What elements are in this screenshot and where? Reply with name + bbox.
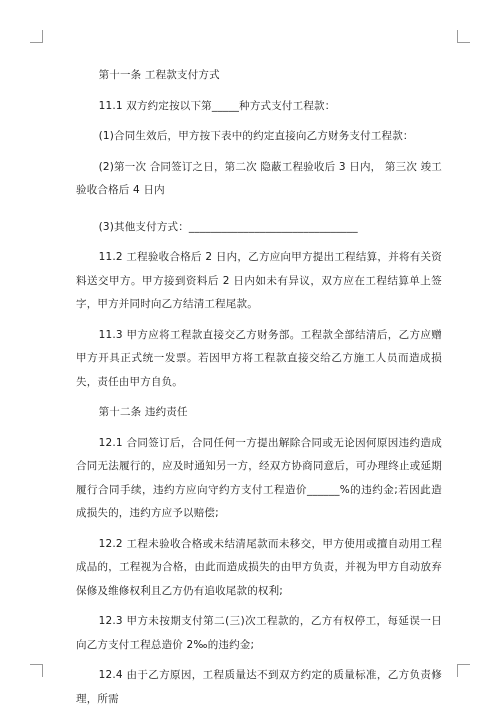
clause-11-3: 11.3 甲方应将工程款直接交乙方财务部。工程款全部结清后，乙方应赠甲方开具正式统一发票。若因甲方将工程款直接交给乙方施工人员而造成损失，责任由甲方自负。 <box>76 328 442 388</box>
document-body <box>76 64 442 711</box>
crop-mark-bottom-left <box>30 664 43 677</box>
clause-12-3: 12.3 甲方未按期支付第二(三)次工程款的，乙方有权停工，每延误一日向乙方支付工程总造价 2‰的违约金; <box>76 615 442 651</box>
article-11-heading: 第十一条 工程款支付方式 <box>98 69 220 81</box>
clause-11-2: 11.2 工程验收合格后 2 日内，乙方应向甲方提出工程结算，并将有关资料送交甲方。甲方接到资料后 2 日内如未有异议，双方应在工程结算单上签字，甲方并同时向乙方结清工程尾款。 <box>76 251 442 310</box>
clause-11-1-item-2: (2)第一次 合同签订之日，第二次 隐蔽工程验收后 3 日内， 第三次 竣工验收合格后 4 日内 <box>76 160 442 196</box>
clause-12-4: 12.4 由于乙方原因，工程质量达不到双方约定的质量标准，乙方负责修理，所需 <box>76 669 442 705</box>
clause-11-1-item-3: (3)其他支付方式：_______________________________ <box>98 220 358 233</box>
crop-mark-bottom-right <box>457 664 470 677</box>
article-12-heading: 第十二条 违约责任 <box>98 406 188 418</box>
crop-mark-top-right <box>457 30 470 43</box>
clause-12-2: 12.2 工程未验收合格或未结清尾款而未移交，甲方使用或擅自动用工程成品的，工程视为合格，由此而造成损失的由甲方负责，并视为甲方自动放弃保修及维修权利且乙方仍有追收尾款的权利; <box>76 537 442 597</box>
clause-12-1: 12.1 合同签订后，合同任何一方提出解除合同或无论因何原因违约造成合同无法履行的，应及时通知另一方，经双方协商同意后，可办理终止或延期履行合同手续，违约方应向守约方支付工程造价______%的违约金;若因此造成损失的，违约方应予以赔偿; <box>76 436 442 519</box>
clause-11-1-item-1: (1)合同生效后，甲方按下表中的约定直接向乙方财务支付工程款： <box>98 130 414 142</box>
crop-mark-top-left <box>30 30 43 43</box>
clause-11-1: 11.1 双方约定按以下第_____种方式支付工程款： <box>98 99 336 112</box>
